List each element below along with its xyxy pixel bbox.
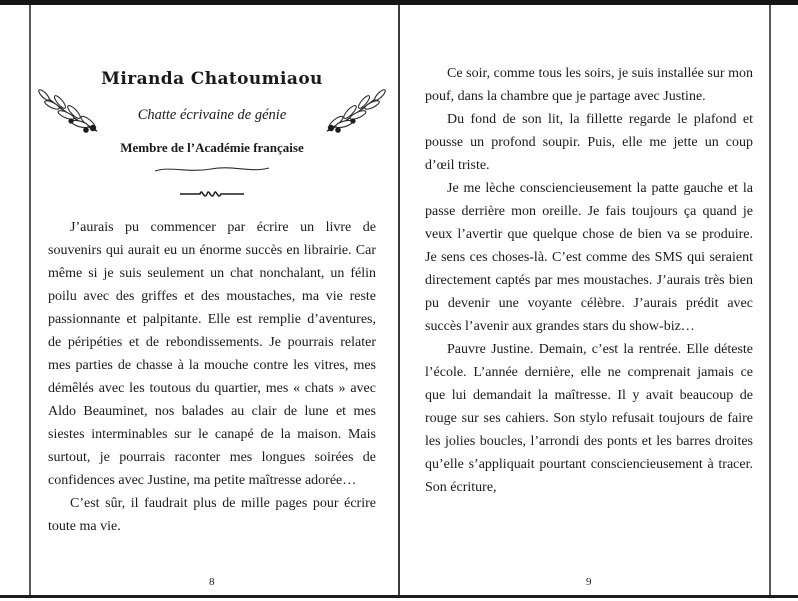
page-border-right (769, 5, 771, 595)
page-left (48, 0, 376, 601)
olive-branch-left-icon (36, 88, 100, 134)
page-border-left (29, 5, 31, 595)
paragraph: C’est sûr, il faudrait plus de mille pages pour écrire toute ma vie. (48, 496, 376, 534)
author-subtitle: Chatte écrivaine de génie (137, 107, 287, 123)
left-page-body (48, 216, 376, 538)
paragraph: Ce soir, comme tous les soirs, je suis installée sur mon pouf, dans la chambre que je partage avec Justine. (425, 66, 753, 104)
author-title: Miranda Chatoumiaou (101, 69, 323, 89)
author-affiliation: Membre de l’Académie française (120, 140, 304, 155)
flourish-underline-icon (153, 161, 271, 171)
paragraph: Du fond de son lit, la fillette regarde le plafond et pousse un profond soupir. Puis, elle me jette un coup d’œil triste. (425, 112, 753, 173)
page-number-left: 8 (209, 576, 215, 588)
paragraph: Je me lèche consciencieusement la patte gauche et la passe derrière mon oreille. Je fais toujours ça quand je veux l’avertir que quelque chose de bien va se produire. Je sens ces choses-là. C’est comme des SMS qui seraient directement captés par mes moustaches. J’aurais très bien pu devenir une voyante célèbre. J’aurais prédit avec succès l’avenir aux grandes stars du show-biz… (425, 181, 753, 334)
paragraph: J’aurais pu commencer par écrire un livre de souvenirs qui aurait eu un énorme succès en librairie. Car même si je suis seulement un chat nonchalant, un félin poilu avec des griffes et des moustaches, ma vie reste passionnante et palpitante. Elle est remplie d’aventures, de péripéties et de rebondissements. Je pourrais relater mes parties de chasse à la mouche contre les vitres, mes démêlés avec les toutous du quartier, mes « chats » avec Aldo Beauminet, nos balades au clair de lune et mes siestes interminables sur le canapé de la maison. Mais surtout, je pourrais raconter mes longues soirées de confidences avec Justine, ma petite maîtresse adorée… (48, 220, 376, 488)
page-number-right: 9 (586, 576, 592, 588)
paragraph: Pauvre Justine. Demain, c’est la rentrée. Elle déteste l’école. L’année dernière, elle ne comprenait jamais ce que lui demandait la maîtresse. Il y avait beaucoup de rouge sur ses cahiers. Son stylo refusait toujours de faire les jolies boucles, l’arrondi des ponts et les barres droites qu’elle s’appliquait pourtant consciencieusement à tracer. Son écriture, (425, 342, 753, 495)
page-gutter (398, 5, 400, 595)
page-right (425, 0, 753, 601)
olive-branch-right-icon (324, 88, 388, 134)
section-divider-icon (180, 187, 244, 201)
chapter-header (48, 68, 376, 201)
right-page-body (425, 62, 753, 499)
